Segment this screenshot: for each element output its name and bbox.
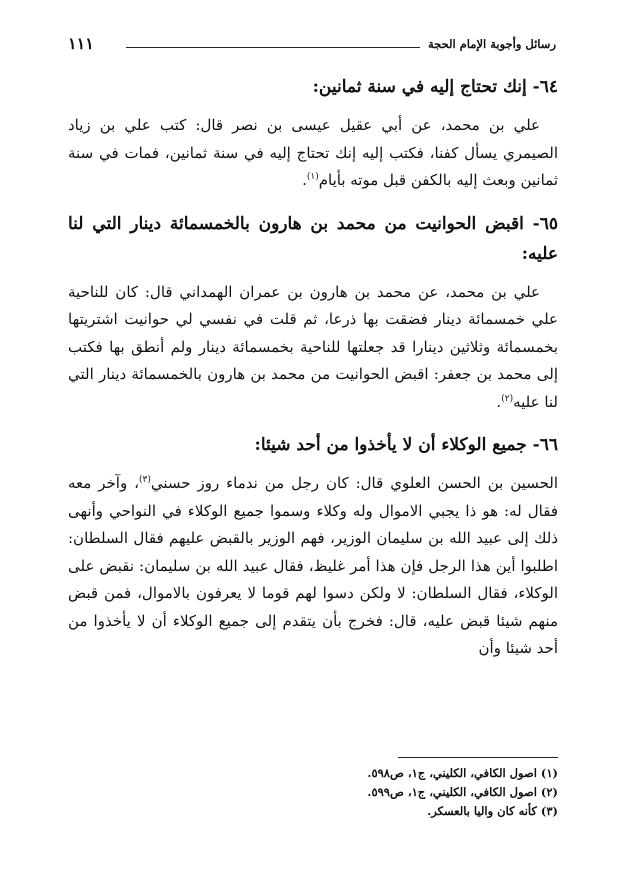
- section-body-64: [68, 112, 558, 195]
- section-body-65-text: علي بن محمد، عن محمد بن هارون بن عمران الهمداني قال: كان للناحية علي خمسمائة دينار فضقت بها ذرعا، ثم قلت في نفسي لي حوانيت اشتريتها بخمسمائة وثلاثين دينارا قد جعلتها للناحية بخمسمائة دينار ولم أنطق بها فكتب إلى محمد بن جعفر: اقبض الحوانيت من محمد بن هارون بالخمسمائة دينار التي لنا عليه: [68, 282, 558, 411]
- section-heading-66: ٦٦- جميع الوكلاء أن لا يأخذوا من أحد شيئا:: [254, 435, 558, 455]
- section-body-64-tail: .: [302, 171, 307, 189]
- footnote-ref-2[interactable]: (٢): [501, 393, 514, 404]
- section-heading-64: ٦٤- إنك تحتاج إليه في سنة ثمانين:: [312, 77, 558, 97]
- section-body-66: [68, 470, 558, 663]
- section-heading-65: ٦٥- اقبض الحوانيت من محمد بن هارون بالخمسمائة دينار التي لنا عليه:: [68, 213, 558, 264]
- main-text: [68, 72, 558, 677]
- section-body-66-lead: الحسين بن الحسن العلوي قال: كان رجل من ندماء روز حسني: [150, 474, 559, 492]
- section-body-64-text: علي بن محمد، عن أبي عقيل عيسى بن نصر قال: كتب علي بن زياد الصيمري يسأل كفنا، فكتب إليه إنك تحتاج إليه في سنة ثمانين، فمات في سنة ثمانين وبعث إليه بالكفن قبل موته بأيام: [68, 116, 558, 189]
- footnote-2: (٢) اصول الكافي، الكليني، ج١، ص٥٩٩.: [367, 785, 558, 799]
- footnote-separator: [398, 757, 558, 758]
- header-rule: [126, 47, 420, 48]
- footnote-ref-1[interactable]: (١): [306, 172, 319, 182]
- section-body-65-tail: .: [496, 392, 502, 411]
- footnote-ref-3[interactable]: (٣): [138, 475, 151, 485]
- section-body-66-rest: ، وآخر معه فقال له: هو ذا يجبي الاموال وله وكلاء وسموا جميع الوكلاء في النواحي وأنهى ذلك إلى عبيد الله بن سليمان الوزير، فهم الوزير بالقبض عليهم فقال السلطان: اطلبوا أين هذا الرجل فإن هذا أمر غليظ، فقال عبيد الله بن سليمان: نقبض على الوكلاء، فقال السلطان: لا ولكن دسوا لهم قوما لا يعرفون بالاموال، فمن قبض منهم شيئا قبض عليه، قال: فخرج بأن يتقدم إلى جميع الوكلاء أن لا يأخذوا من أحد شيئا وأن: [68, 474, 558, 657]
- footnotes: [68, 764, 558, 821]
- page-number: ١١١: [68, 34, 94, 53]
- footnote-3: (٣) كأنه كان واليا بالعسكر.: [427, 804, 558, 818]
- running-header-title: رسائل وأجوبة الإمام الحجة: [427, 37, 556, 51]
- running-header: [68, 34, 556, 56]
- footnote-1: (١) اصول الكافي، الكليني، ج١، ص٥٩٨.: [367, 766, 558, 780]
- section-body-65: [68, 279, 558, 417]
